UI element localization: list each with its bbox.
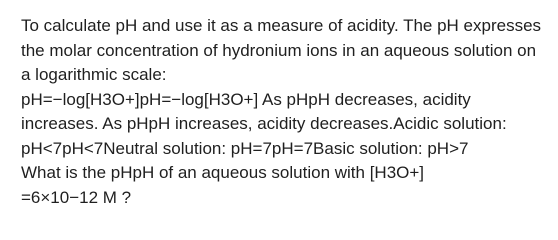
question-text: To calculate pH and use it as a measure of acidity. The pH expresses the molar concentration of hydronium ions in an aqueous solution on a logarithmic scale: pH=−log[H3O+]pH=−log[H3O+] As pHpH decreases, acidity increases. As pHpH increases, acidity decreases.Acidic solution: pH<7pH<7Neutral solution: pH=7pH=7Basic solution: pH>7 What is the pHpH of an aqueous solution with [H3O+] =6×10−12 M ? — [21, 16, 542, 207]
